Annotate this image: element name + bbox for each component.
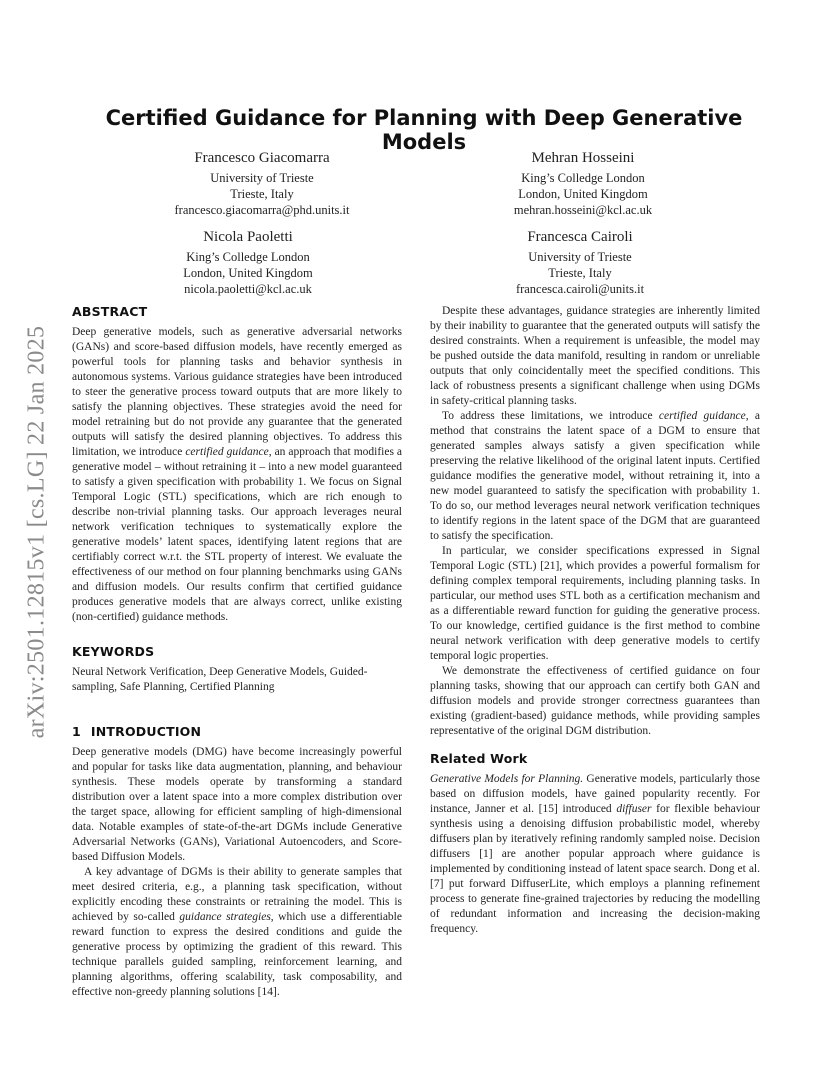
keywords-text: Neural Network Verification, Deep Generative Models, Guided-sampling, Safe Planning, Certified Planning: [72, 666, 368, 693]
keywords-heading: KEYWORDS: [72, 644, 155, 659]
author-block-2: [453, 149, 713, 218]
intro-paragraph: In particular, we consider specifications expressed in Signal Temporal Logic (STL) [21], which provides a powerful formalism for defining complex temporal requirements, including planning tasks. In particular, our method uses STL both as a certification mechanism and as a differentiable reward function for guiding the generative process. To our knowledge, certified guidance is the first method to combine neural network verification with deep generative models to certify temporal logic properties.: [430, 545, 760, 662]
related-work-heading: Related Work: [430, 751, 528, 766]
author-location: London, United Kingdom: [183, 266, 313, 280]
author-email: nicola.paoletti@kcl.ac.uk: [184, 282, 312, 296]
author-name: Francesca Cairoli: [527, 229, 633, 245]
paper-title: Certified Guidance for Planning with Deep Generative Models: [105, 106, 743, 154]
introduction-heading: 1 INTRODUCTION: [72, 724, 202, 739]
left-column: [72, 304, 402, 1000]
right-column: [430, 304, 760, 984]
author-affiliation: King’s Colledge London: [521, 171, 645, 185]
author-location: Trieste, Italy: [230, 187, 294, 201]
author-location: Trieste, Italy: [548, 266, 612, 280]
abstract-paragraph: Deep generative models, such as generative adversarial networks (GANs) and score-based diffusion models, have recently emerged as powerful tools for planning tasks and behavior synthesis in autonomous systems. Various guidance strategies have been introduced to steer the generative process toward outputs that are more likely to satisfy the planning objectives. These strategies avoid the need for model retraining but do not provide any guarantee that the generated outputs will satisfy the desired planning objectives. To address this limitation, we introduce certified guidance, an approach that modifies a generative model – without retraining it – into a new model guaranteed to satisfy a given specification with probability 1. We focus on Signal Temporal Logic (STL) specifications, which are rich enough to describe non-trivial planning tasks. Our approach leverages neural network verification techniques to systematically explore the generative models’ latent spaces, identifying latent regions that are certifiably correct w.r.t. the STL property of interest. We evaluate the effectiveness of our method on four planning benchmarks using GANs and diffusion models. Our results confirm that certified guidance produces generative models that are always correct, unlike existing (non-certified) guidance methods.: [72, 326, 402, 623]
author-email: mehran.hosseini@kcl.ac.uk: [513, 203, 653, 217]
intro-paragraph: To address these limitations, we introduce certified guidance, a method that constrains the latent space of a DGM to ensure that generated samples always satisfy a given specification while preserving the relative likelihood of the original latent inputs. Certified guidance modifies the generative model, without retraining it, into a new model guaranteed to satisfy the specification with probability 1. To do so, our method leverages neural network verification techniques to identify regions in the latent space of the DGM that are guaranteed to satisfy the specification.: [430, 410, 760, 542]
author-block-1: [132, 149, 392, 218]
author-affiliation: University of Trieste: [210, 171, 314, 185]
intro-paragraph: Despite these advantages, guidance strategies are inherently limited by their inability to guarantee that the generated outputs will satisfy the desired constraints. When a requirement is unfeasible, the model may be pushed outside the data manifold, resulting in random or unreliable outputs that only coincidentally meet the specified conditions. This lack of robustness presents a significant challenge when using DGMs in safety-critical planning tasks.: [430, 305, 760, 407]
author-affiliation: King’s Colledge London: [186, 250, 310, 264]
intro-paragraph: Deep generative models (DMG) have become increasingly powerful and popular for tasks like data augmentation, planning, and behaviour synthesis. These models operate by transforming a standard distribution over a latent space into a more complex distribution over the target space, allowing for efficient sampling of high-dimensional data. Notable examples of state-of-the-art DGMs include Generative Adversarial Networks (GANs), Variational Autoencoders, and Score-based Diffusion Models.: [72, 746, 402, 863]
author-affiliation: University of Trieste: [528, 250, 632, 264]
author-email: francesca.cairoli@units.it: [515, 282, 645, 296]
intro-paragraph: A key advantage of DGMs is their ability to generate samples that meet desired criteria, e.g., a planning task specification, without explicitly encoding these constraints or retraining the model. This is achieved by so-called guidance strategies, which use a differentiable reward function to express the desired conditions and guide the generative process by optimizing the gradient of this reward. This technique parallels guided sampling, reinforcement learning, and planning algorithms, offering scalability, task composability, and effective non-greedy planning solutions [14].: [72, 866, 402, 998]
abstract-heading: ABSTRACT: [72, 304, 148, 319]
author-block-3: [118, 228, 378, 297]
intro-paragraph: We demonstrate the effectiveness of certified guidance on four planning tasks, showing that our approach can certify both GAN and diffusion models and provide stronger correctness guarantees than existing (gradient-based) guidance methods, while providing samples representative of the original DGM distribution.: [430, 665, 760, 737]
author-email: francesco.giacomarra@phd.units.it: [174, 203, 350, 217]
author-name: Mehran Hosseini: [531, 150, 635, 166]
arxiv-identifier: arXiv:2501.12815v1 [cs.LG] 22 Jan 2025: [23, 325, 50, 739]
author-name: Francesco Giacomarra: [194, 150, 330, 166]
author-block-4: [450, 228, 710, 297]
related-work-paragraph: Generative Models for Planning. Generative models, particularly those based on diffusion models, have gained popularity recently. For instance, Janner et al. [15] introduced diffuser for flexible behaviour synthesis using a denoising diffusion probabilistic model, whereby diffusers plan by iteratively refining randomly sampled noise. Decision diffusers [1] are another popular approach where guidance is implemented by conditioning instead of latent space search. Dong et al. [7] put forward DiffuserLite, which employs a planning refinement process to generate fine-grained trajectories by reducing the modelling of redundant information and increasing the decision-making frequency.: [430, 773, 760, 935]
author-location: London, United Kingdom: [518, 187, 648, 201]
author-name: Nicola Paoletti: [203, 229, 293, 245]
